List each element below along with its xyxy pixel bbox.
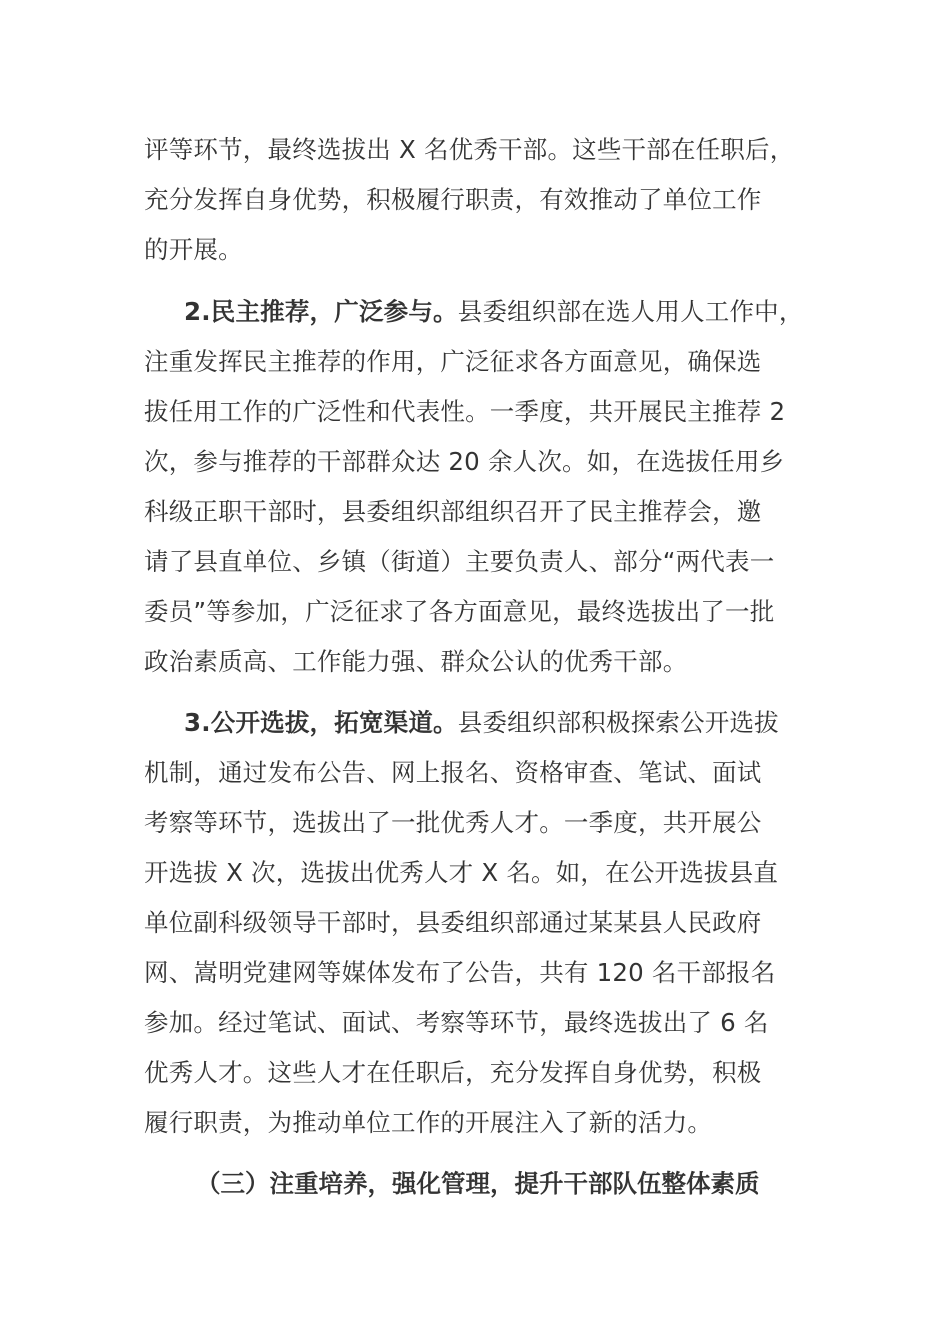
paragraph-3-first-line-text: 县委组织部积极探索公开选拔 [457, 708, 779, 737]
paragraph-2-line-7: 委员”等参加，广泛征求了各方面意见，最终选拔出了一批 [144, 597, 775, 626]
paragraph-3-line-5: 单位副科级领导干部时，县委组织部通过某某县人民政府 [144, 908, 762, 937]
paragraph-3-line-2: 机制，通过发布公告、网上报名、资格审查、笔试、面试 [144, 758, 762, 787]
paragraph-1-line-3: 的开展。 [144, 235, 243, 264]
paragraph-3-line-6: 网、嵩明党建网等媒体发布了公告，共有 120 名干部报名 [144, 958, 776, 987]
paragraph-2-line-3: 拔任用工作的广泛性和代表性。一季度，共开展民主推荐 2 [144, 397, 786, 426]
paragraph-2-first-line-text: 县委组织部在选人用人工作中， [457, 297, 804, 326]
paragraph-2-line-8: 政治素质高、工作能力强、群众公认的优秀干部。 [144, 647, 688, 676]
paragraph-3-heading: 3.公开选拔，拓宽渠道。 [184, 708, 458, 737]
paragraph-3-line-7: 参加。经过笔试、面试、考察等环节，最终选拔出了 6 名 [144, 1008, 769, 1037]
paragraph-3-line-4: 开选拔 X 次，选拔出优秀人才 X 名。如，在公开选拔县直 [144, 858, 779, 887]
paragraph-2-heading: 2.民主推荐，广泛参与。 [184, 297, 458, 326]
paragraph-2-line-5: 科级正职干部时，县委组织部组织召开了民主推荐会，邀 [144, 497, 762, 526]
paragraph-2-first-line [184, 295, 804, 329]
paragraph-1-line-1: 评等环节，最终选拔出 X 名优秀干部。这些干部在任职后， [144, 135, 795, 164]
paragraph-2-line-2: 注重发挥民主推荐的作用，广泛征求各方面意见，确保选 [144, 347, 762, 376]
paragraph-3-line-3: 考察等环节，选拔出了一批优秀人才。一季度，共开展公 [144, 808, 762, 837]
paragraph-3-first-line [184, 706, 779, 740]
paragraph-2-line-6: 请了县直单位、乡镇（街道）主要负责人、部分“两代表一 [144, 547, 775, 576]
paragraph-2-line-4: 次，参与推荐的干部群众达 20 余人次。如，在选拔任用乡 [144, 447, 785, 476]
section-3-heading: （三）注重培养，强化管理，提升干部队伍整体素质 [196, 1169, 760, 1198]
paragraph-3-line-8: 优秀人才。这些人才在任职后，充分发挥自身优势，积极 [144, 1058, 762, 1087]
paragraph-3-line-9: 履行职责，为推动单位工作的开展注入了新的活力。 [144, 1108, 713, 1137]
paragraph-1-line-2: 充分发挥自身优势，积极履行职责，有效推动了单位工作 [144, 185, 762, 214]
